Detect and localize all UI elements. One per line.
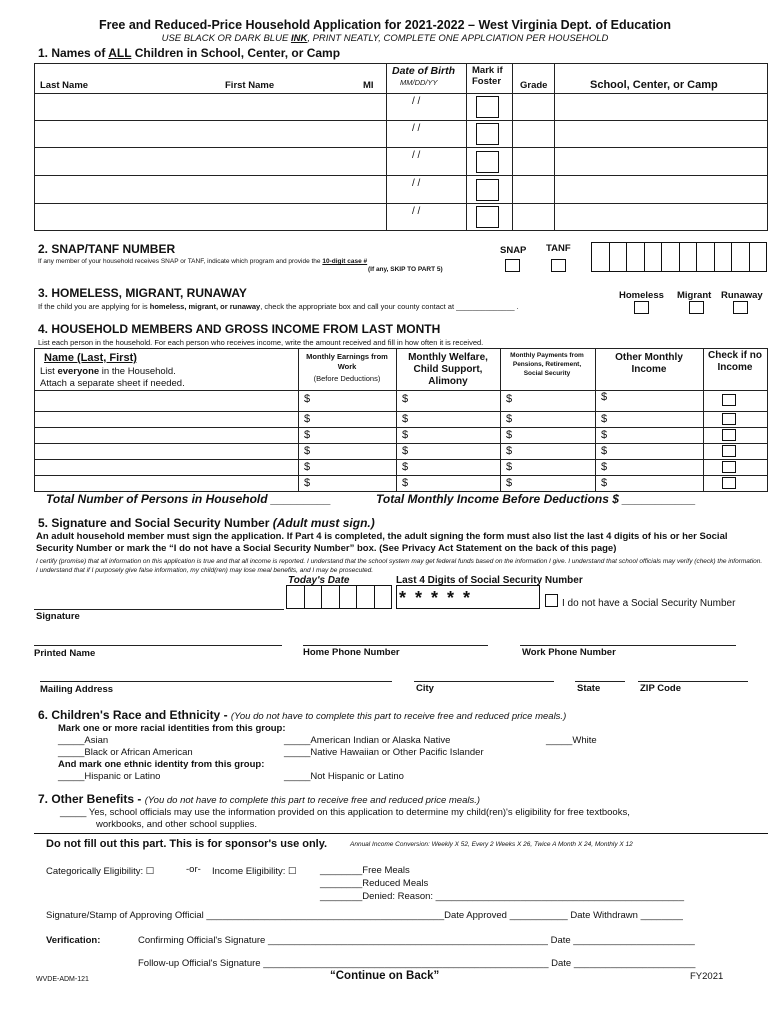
col-name: Name (Last, First) — [44, 352, 137, 364]
form-subtitle — [0, 33, 770, 44]
eth-not-hispanic[interactable]: _____Not Hispanic or Latino — [284, 771, 404, 782]
state-label: State — [577, 683, 601, 694]
approving-official[interactable]: Signature/Stamp of Approving Official _____________________________________________Date Approved ___________ Date Withdrawn ________ — [46, 910, 683, 921]
section-7-title — [38, 792, 480, 806]
s3-desc-a: If the child you are applying for is — [38, 302, 150, 311]
s1-title-a: 1. Names of — [38, 46, 109, 60]
dollar-sign: $ — [304, 445, 311, 457]
s1-title-all: ALL — [108, 46, 132, 60]
race-heading: Mark one or more racial identities from this group: — [58, 723, 286, 734]
dob-slash: / / — [412, 206, 421, 217]
foster-checkbox[interactable] — [476, 206, 499, 228]
no-income-checkbox[interactable] — [722, 445, 736, 457]
runaway-checkbox[interactable] — [733, 301, 748, 314]
mailing-address-label: Mailing Address — [40, 684, 114, 695]
ssn-field[interactable] — [396, 585, 540, 609]
fiscal-year: FY2021 — [690, 971, 724, 982]
section-4-title: 4. HOUSEHOLD MEMBERS AND GROSS INCOME FROM LAST MONTH — [38, 322, 441, 336]
dob-slash: / / — [412, 150, 421, 161]
income-conversion: Annual Income Conversion: Weekly X 52, Every 2 Weeks X 26, Twice A Month X 24, Monthly X 12 — [350, 841, 633, 848]
s2-skip: (If any, SKIP TO PART 5) — [368, 266, 443, 273]
total-persons: Total Number of Persons in Household _________ — [46, 492, 331, 506]
no-income-checkbox[interactable] — [722, 429, 736, 441]
categorical-eligibility[interactable]: Categorically Eligibility: ☐ — [46, 866, 155, 877]
no-income-checkbox[interactable] — [722, 394, 736, 406]
dollar-sign: $ — [601, 445, 608, 457]
ssn-stars: * * * * * — [399, 588, 473, 608]
s3-desc-c: , check the appropriate box and call your county contact at ______________ . — [260, 302, 519, 311]
sponsor-heading: Do not fill out this part. This is for sponsor's use only. — [46, 838, 328, 850]
tanf-checkbox[interactable] — [551, 259, 566, 272]
dollar-sign: $ — [402, 445, 409, 457]
s2-desc-a: If any member of your household receives SNAP or TANF, indicate which program and provide the — [38, 258, 323, 265]
work-phone-label: Work Phone Number — [522, 647, 616, 658]
col-no-income: Check if no Income — [708, 350, 762, 373]
foster-checkbox[interactable] — [476, 96, 499, 118]
form-title: Free and Reduced-Price Household Application for 2021-2022 – West Virginia Dept. of Education — [98, 18, 672, 32]
col-name-sub1 — [40, 366, 176, 377]
s3-desc — [38, 302, 519, 311]
col-first-name: First Name — [225, 80, 275, 91]
col-earnings: Monthly Earnings from Work — [306, 352, 388, 371]
s2-desc-b: 10-digit case # — [322, 258, 368, 265]
dollar-sign: $ — [506, 461, 513, 473]
col-dob-format: MM/DD/YY — [400, 78, 438, 87]
or-label: -or- — [186, 864, 201, 875]
signature-line[interactable] — [34, 596, 284, 610]
tanf-label: TANF — [546, 243, 571, 254]
s4-desc: List each person in the household. For each person who receives income, write the amount received and fill in how often it is received. — [38, 338, 484, 347]
continue-on-back: “Continue on Back” — [330, 970, 440, 982]
dollar-sign: $ — [601, 477, 608, 489]
printed-name-label: Printed Name — [34, 648, 96, 659]
no-income-checkbox[interactable] — [722, 477, 736, 489]
col-other: Other Monthly Income — [615, 352, 683, 375]
s7-title: 7. Other Benefits - — [38, 792, 145, 806]
section-5-title — [38, 516, 375, 530]
homeless-label: Homeless — [619, 290, 664, 301]
s6-title: 6. Children's Race and Ethnicity - — [38, 708, 231, 722]
s1-title-b: Children in School, Center, or Camp — [131, 46, 341, 60]
s5-title-i: (Adult must sign.) — [272, 516, 375, 530]
zip-label: ZIP Code — [640, 683, 681, 694]
migrant-label: Migrant — [677, 290, 712, 301]
followup-official[interactable]: Follow-up Official's Signature ______________________________________________________ Date _______________________ — [138, 958, 696, 969]
race-asian[interactable]: _____Asian — [58, 735, 109, 746]
today-date-label: Today's Date — [288, 575, 350, 586]
dollar-sign: $ — [402, 429, 409, 441]
signature-label: Signature — [36, 611, 80, 622]
dollar-sign: $ — [601, 391, 608, 403]
race-white[interactable]: _____White — [546, 735, 597, 746]
s5-certify: I certify (promise) that all information on this application is true and that all income is reported. I understand that the school system may get federal funds based on the information I give. I understand that school officials may verify (check) the information. I understand that if I purposely give false information, my child(ren) may lose meal benefits, and I may be prosecuted. — [36, 558, 763, 574]
confirming-official[interactable]: Confirming Official's Signature _____________________________________________________ Date _______________________ — [138, 935, 695, 946]
income-eligibility[interactable]: Income Eligibility: ☐ — [212, 866, 297, 877]
s5-instructions: An adult household member must sign the application. If Part 4 is completed, the adult signing the form must also list the last 4 digits of his or her Social Security Number or mark the “I do not have a Social Security Number” box. (See Privacy Act Statement on the back of this page) — [36, 531, 728, 554]
col-mi: MI — [363, 80, 374, 91]
runaway-label: Runaway — [721, 290, 763, 301]
s3-desc-b: homeless, migrant, or runaway — [149, 302, 261, 311]
section-6-title — [38, 708, 566, 722]
dollar-sign: $ — [304, 477, 311, 489]
section-2-title: 2. SNAP/TANF NUMBER — [38, 242, 176, 256]
no-income-checkbox[interactable] — [722, 413, 736, 425]
s2-desc — [38, 258, 458, 265]
col-foster: Mark if Foster — [472, 65, 503, 87]
dollar-sign: $ — [506, 477, 513, 489]
col-name-sub2: Attach a separate sheet if needed. — [40, 378, 185, 389]
dollar-sign: $ — [304, 413, 311, 425]
dollar-sign: $ — [601, 429, 608, 441]
section-3-title: 3. HOMELESS, MIGRANT, RUNAWAY — [38, 286, 247, 300]
free-meals[interactable]: ________Free Meals — [320, 865, 410, 876]
subtitle-part: USE BLACK OR DARK BLUE — [161, 33, 291, 44]
section-1-title — [38, 46, 340, 60]
s7-consent[interactable]: _____ Yes, school officials may use the information provided on this application to determine my child(ren)'s eligibility for free textbooks, — [60, 807, 630, 818]
s6-title-i: (You do not have to complete this part to receive free and reduced price meals.) — [230, 711, 567, 722]
home-phone-label: Home Phone Number — [303, 647, 400, 658]
no-ssn-checkbox[interactable] — [545, 594, 558, 607]
snap-label: SNAP — [500, 245, 527, 256]
name-sub-c: in the Household. — [99, 366, 176, 377]
col-school: School, Center, or Camp — [590, 79, 718, 91]
verification-label: Verification: — [46, 935, 101, 946]
foster-checkbox[interactable] — [476, 151, 499, 173]
race-black[interactable]: _____Black or African American — [58, 747, 193, 758]
reduced-meals[interactable]: ________Reduced Meals — [320, 878, 429, 889]
col-welfare: Monthly Welfare, Child Support, Alimony — [408, 352, 488, 387]
subtitle-ink: INK — [290, 33, 308, 44]
eth-hispanic[interactable]: _____Hispanic or Latino — [58, 771, 161, 782]
total-income: Total Monthly Income Before Deductions $ ___________ — [376, 492, 696, 506]
race-hawaiian[interactable]: _____Native Hawaiian or Other Pacific Islander — [284, 747, 484, 758]
dob-slash: / / — [412, 123, 421, 134]
name-sub-b: everyone — [57, 366, 100, 377]
dollar-sign: $ — [506, 393, 513, 405]
s5-title: 5. Signature and Social Security Number — [38, 516, 270, 530]
foster-checkbox[interactable] — [476, 179, 499, 201]
ethnic-heading: And mark one ethnic identity from this group: — [58, 759, 265, 770]
case-number-field[interactable] — [591, 242, 767, 272]
dollar-sign: $ — [304, 429, 311, 441]
no-income-checkbox[interactable] — [722, 461, 736, 473]
denied[interactable]: ________Denied: Reason: _______________________________________________ — [320, 891, 684, 902]
migrant-checkbox[interactable] — [689, 301, 704, 314]
subtitle-part: , PRINT NEATLY, COMPLETE ONE APPLCIATION PER HOUSEHOLD — [307, 33, 609, 44]
city-label: City — [416, 683, 434, 694]
name-sub-a: List — [40, 366, 58, 377]
snap-checkbox[interactable] — [505, 259, 520, 272]
dollar-sign: $ — [506, 429, 513, 441]
dollar-sign: $ — [304, 461, 311, 473]
homeless-checkbox[interactable] — [634, 301, 649, 314]
dollar-sign: $ — [402, 413, 409, 425]
foster-checkbox[interactable] — [476, 123, 499, 145]
dollar-sign: $ — [402, 393, 409, 405]
col-grade: Grade — [520, 80, 548, 91]
race-american-indian[interactable]: _____American Indian or Alaska Native — [284, 735, 451, 746]
dollar-sign: $ — [601, 413, 608, 425]
no-ssn-label: I do not have a Social Security Number — [562, 598, 736, 609]
dollar-sign: $ — [506, 445, 513, 457]
col-earnings-sub: (Before Deductions) — [313, 374, 381, 383]
dollar-sign: $ — [304, 393, 311, 405]
dollar-sign: $ — [506, 413, 513, 425]
dob-slash: / / — [412, 96, 421, 107]
dollar-sign: $ — [601, 461, 608, 473]
s7-consent-2: workbooks, and other school supplies. — [96, 819, 258, 830]
col-payments: Monthly Payments from Pensions, Retirement, Social Security — [510, 352, 584, 377]
ssn-label: Last 4 Digits of Social Security Number — [396, 575, 583, 586]
col-dob: Date of Birth — [392, 65, 455, 77]
form-number: WVDE-ADM-121 — [36, 976, 89, 983]
dob-slash: / / — [412, 178, 421, 189]
dollar-sign: $ — [402, 477, 409, 489]
col-last-name: Last Name — [40, 80, 89, 91]
s7-title-i: (You do not have to complete this part to receive free and reduced price meals.) — [144, 795, 481, 806]
dollar-sign: $ — [402, 461, 409, 473]
today-date-field[interactable] — [286, 585, 392, 609]
